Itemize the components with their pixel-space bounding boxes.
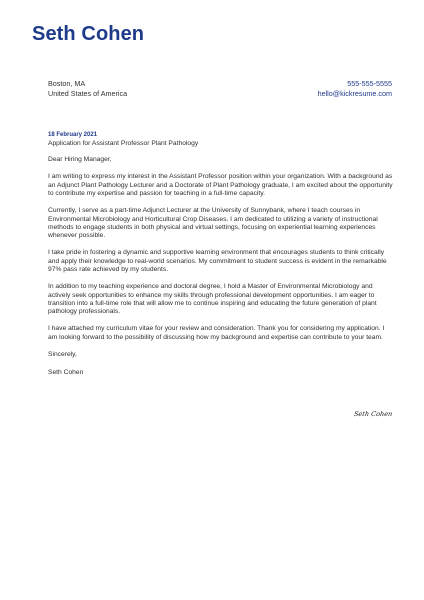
letter-paragraph: I take pride in fostering a dynamic and supportive learning environment that encourages students to think critically and apply their knowledge to real-world scenarios. My commitment to student success is evident in the remarkable 97% pass rate achieved by my students. — [48, 249, 387, 274]
letter-closing: Sincerely, — [48, 351, 77, 359]
letter-paragraph: I have attached my curriculum vitae for your review and consideration. Thank you for considering my application. I am looking forward to the possibility of discussing how my background and expertise can contribute to your team. — [48, 325, 385, 341]
letter-salutation: Dear Hiring Manager, — [48, 155, 112, 163]
address-block — [48, 79, 127, 99]
phone-number: 555-555-5555 — [347, 79, 392, 88]
letter-subject: Application for Assistant Professor Plant Pathology — [48, 139, 199, 147]
applicant-name: Seth Cohen — [32, 23, 145, 45]
contact-block — [318, 79, 392, 99]
letter-paragraph: In addition to my teaching experience and doctoral degree, I hold a Master of Environmental Microbiology and actively seek opportunities to enhance my skills through professional development opportunities. I am eager to transition into a full-time role that will allow me to continue inspiring and educating the future generation of plant pathology professionals. — [48, 283, 377, 316]
address-country: United States of America — [48, 89, 128, 98]
handwritten-signature: Seth Cohen — [353, 410, 393, 418]
letter-paragraph: I am writing to express my interest in the Assistant Professor position within your organization. With a background as an Adjunct Plant Pathology Lecturer and a Doctorate of Plant Pathology graduate, I am excited about the opportunity to contribute my expertise and passion for teaching in a full-time capacity. — [48, 173, 393, 198]
signer-name: Seth Cohen — [48, 368, 84, 376]
letter-body — [48, 131, 394, 377]
email-address: hello@kickresume.com — [317, 89, 392, 98]
letter-paragraph: Currently, I serve as a part-time Adjunct Lecturer at the University of Sunnybank, where I teach courses in Environmental Microbiology and Horticultural Crop Diseases. I am dedicated to utilizing a variety of instructional methods to engage students in both physical and virtual settings, focusing on experiential learning experiences whenever possible. — [48, 207, 378, 240]
address-city: Boston, MA — [48, 79, 86, 88]
letter-date: 18 February 2021 — [48, 132, 98, 138]
